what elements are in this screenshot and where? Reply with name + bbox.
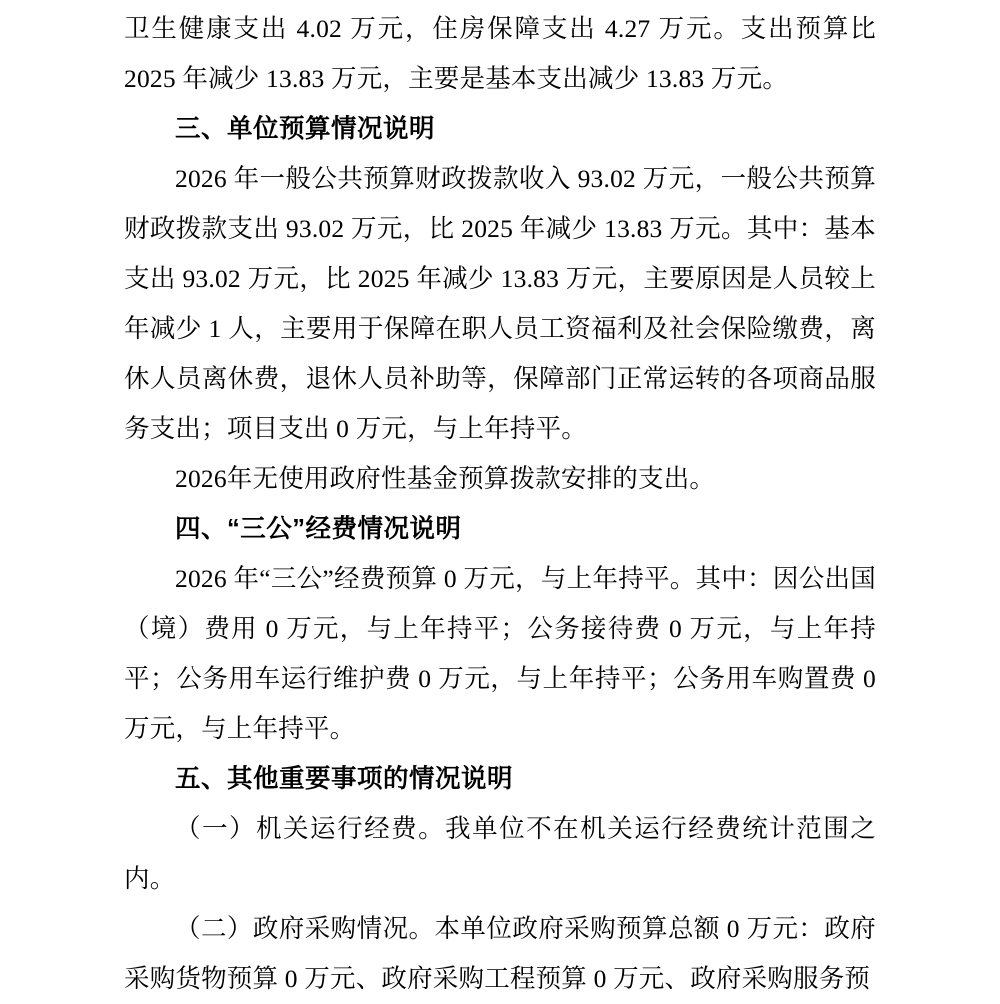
paragraph-other-item-one: （一）机关运行经费。我单位不在机关运行经费统计范围之内。	[124, 814, 876, 893]
heading-section-four: 四、“三公”经费情况说明	[175, 515, 462, 543]
document-body	[124, 0, 876, 1004]
paragraph-government-fund: 2026年无使用政府性基金预算拨款安排的支出。	[175, 464, 716, 493]
heading-section-five: 五、其他重要事项的情况说明	[175, 765, 514, 793]
paragraph-three-public-expenses: 2026 年“三公”经费预算 0 万元，与上年持平。其中：因公出国（境）费用 0 万元，与上年持平；公务接待费 0 万元，与上年持平；公务用车运行维护费 0 万元，与上年持平；公务用车购置费 0 万元，与上年持平。	[124, 564, 876, 743]
paragraph-unit-budget-detail: 2026 年一般公共预算财政拨款收入 93.02 万元，一般公共预算财政拨款支出 93.02 万元，比 2025 年减少 13.83 万元。其中：基本支出 93.02 万元，比 2025 年减少 13.83 万元，主要原因是人员较上年减少 1 人，主要用于保障在职人员工资福利及社会保险缴费，离休人员离休费，退休人员补助等，保障部门正常运转的各项商品服务支出；项目支出 0 万元，与上年持平。	[124, 164, 876, 443]
heading-section-three: 三、单位预算情况说明	[175, 115, 436, 143]
paragraph-other-item-two: （二）政府采购情况。本单位政府采购预算总额 0 万元：政府采购货物预算 0 万元、政府采购工程预算 0 万元、政府采购服务预	[124, 914, 876, 993]
paragraph-expenditure-summary: 卫生健康支出 4.02 万元，住房保障支出 4.27 万元。支出预算比 2025 年减少 13.83 万元，主要是基本支出减少 13.83 万元。	[124, 14, 876, 93]
